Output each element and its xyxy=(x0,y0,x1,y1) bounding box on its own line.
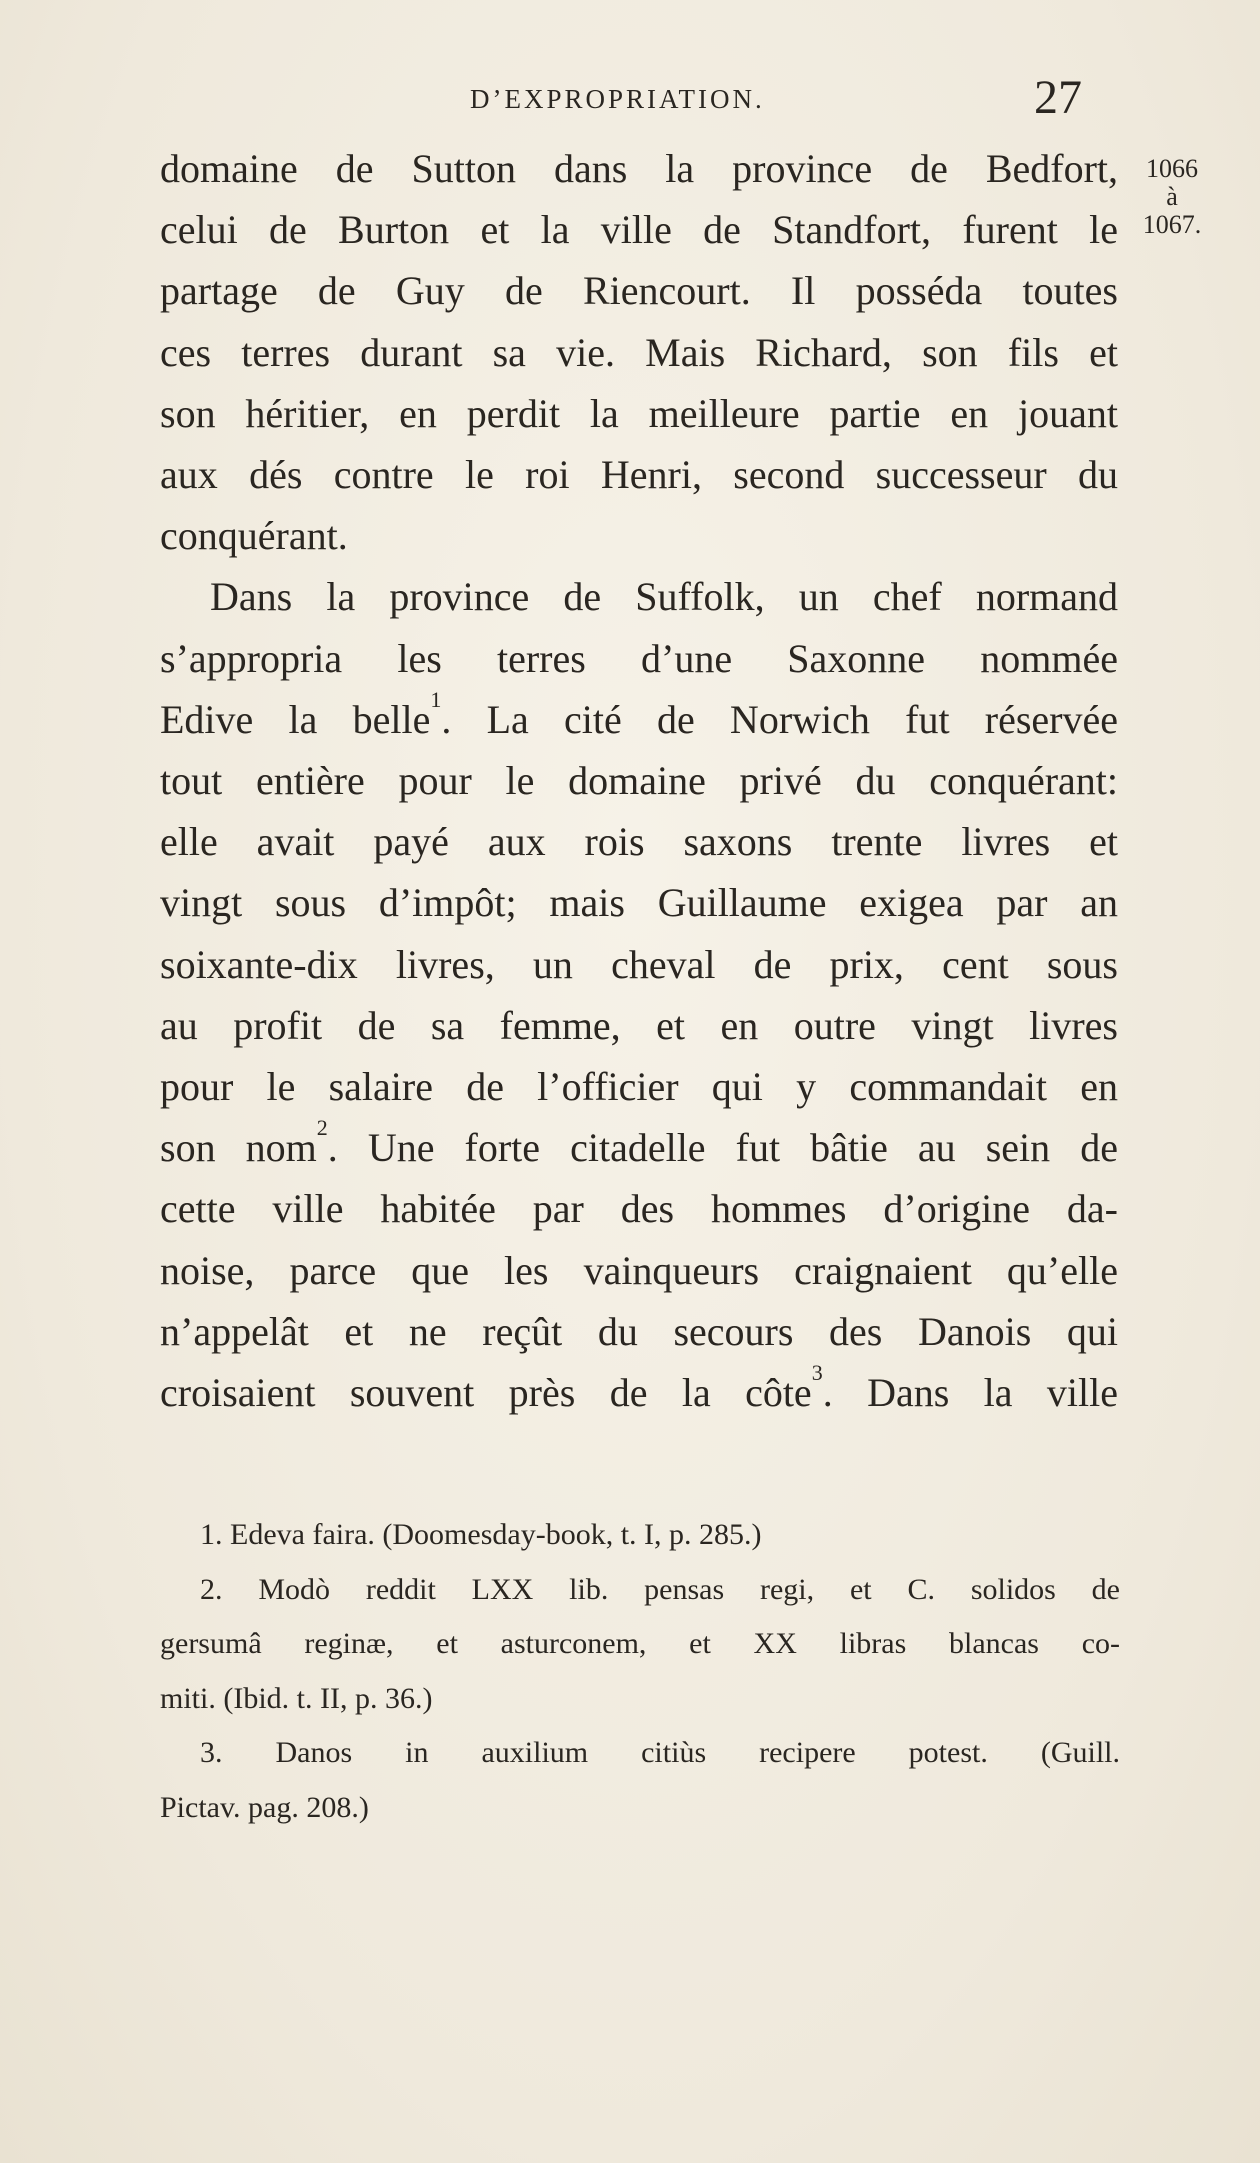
text-line: elle avait payé aux rois saxons trente livres et xyxy=(160,819,1118,865)
text-line: son héritier, en perdit la meilleure partie en jouant xyxy=(160,390,1118,436)
text-segment: . Dans la ville xyxy=(822,1370,1119,1416)
text-line: celui de Burton et la ville de Standfort, furent le xyxy=(160,207,1118,253)
footnote-line: miti. (Ibid. t. II, p. 36.) xyxy=(160,1681,433,1715)
text-line: au profit de sa femme, et en outre vingt livres xyxy=(160,1002,1118,1048)
footnote-ref: 2 xyxy=(316,1115,328,1141)
text-line: Dans la province de Suffolk, un chef normand xyxy=(210,574,1118,620)
margin-date-start: 1066 xyxy=(1146,154,1198,183)
text-line: cette ville habitée par des hommes d’origine da- xyxy=(160,1186,1118,1232)
text-segment: . La cité de Norwich fut réservée xyxy=(441,696,1118,742)
footnote-line: 1. Edeva faira. (Doomesday-book, t. I, p. 285.) xyxy=(200,1518,762,1551)
text-line: soixante-dix livres, un cheval de prix, cent sous xyxy=(160,941,1118,987)
footnote-line: gersumâ reginæ, et asturconem, et XX libras blancas co- xyxy=(160,1627,1120,1660)
text-segment: Edive la belle xyxy=(160,696,431,742)
main-text xyxy=(160,138,1118,1423)
footnotes xyxy=(160,1508,1120,1835)
text-line xyxy=(160,1362,1118,1423)
text-line: tout entière pour le domaine privé du conquérant: xyxy=(160,758,1118,804)
text-line: aux dés contre le roi Henri, second successeur du xyxy=(160,452,1118,498)
footnote-line: Pictav. pag. 208.) xyxy=(160,1790,369,1824)
footnote-line: 3. Danos in auxilium citiùs recipere potest. (Guill. xyxy=(200,1736,1120,1769)
margin-date-end: 1067. xyxy=(1142,210,1202,239)
footnote-ref: 3 xyxy=(811,1360,823,1386)
running-head xyxy=(160,70,1120,130)
page-number: 27 xyxy=(1034,71,1082,124)
text-line: conquérant. xyxy=(160,513,348,559)
text-line: noise, parce que les vainqueurs craignaient qu’elle xyxy=(160,1247,1118,1293)
margin-date-note xyxy=(1132,155,1212,239)
margin-date-separator: à xyxy=(1166,182,1178,211)
text-segment: . Une forte citadelle fut bâtie au sein de xyxy=(327,1125,1118,1171)
text-segment: croisaient souvent près de la côte xyxy=(160,1370,812,1416)
text-line: vingt sous d’impôt; mais Guillaume exigea par an xyxy=(160,880,1118,926)
text-line: n’appelât et ne reçût du secours des Danois qui xyxy=(160,1308,1118,1354)
text-line: domaine de Sutton dans la province de Bedfort, xyxy=(160,146,1118,191)
text-line: partage de Guy de Riencourt. Il posséda toutes xyxy=(160,268,1118,314)
running-title: D’EXPROPRIATION. xyxy=(470,84,765,114)
text-line: s’appropria les terres d’une Saxonne nommée xyxy=(160,635,1118,681)
text-line xyxy=(160,686,1118,750)
text-line xyxy=(160,1117,1118,1178)
text-segment: son nom xyxy=(160,1125,317,1171)
footnote-ref: 1 xyxy=(430,686,442,712)
text-line: ces terres durant sa vie. Mais Richard, son fils et xyxy=(160,329,1118,375)
text-line: pour le salaire de l’officier qui y commandait en xyxy=(160,1064,1118,1110)
footnote-line: 2. Modò reddit LXX lib. pensas regi, et C. solidos de xyxy=(200,1572,1120,1606)
